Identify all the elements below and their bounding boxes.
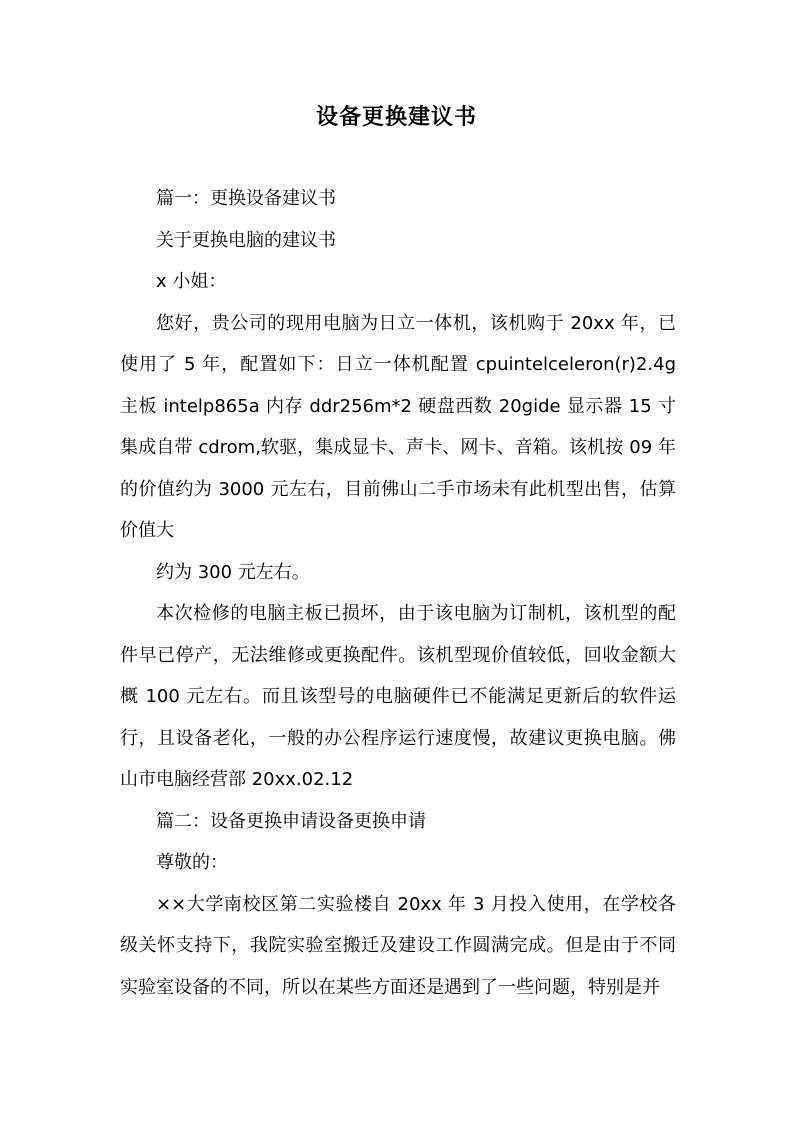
paragraph-section-heading-2: 篇二：设备更换申请设备更换申请 [156, 810, 426, 832]
paragraph-body-1: 您好，贵公司的现用电脑为日立一体机，该机购于 20xx 年，已使用了 5 年，配置如下：日立一体机配置 cpuintelceleron(r)2.4g 主板 intelp865a 内存 ddr256m*2 硬盘西数 20gide 显示器 15 寸集成自带 cdrom,软驱，集成显卡、声卡、网卡、音箱。该机按 09 年的价值约为 3000 元左右，目前佛山二手市场未有此机型出售，估算价值大 [120, 312, 676, 541]
paragraph-salutation-2: 尊敬的： [156, 852, 228, 873]
document-title: 设备更换建议书 [315, 105, 477, 130]
paragraph-body-2: 约为 300 元左右。 [156, 561, 310, 583]
paragraph-subject: 关于更换电脑的建议书 [156, 229, 336, 251]
document-body [120, 178, 676, 1008]
paragraph-section-heading-1: 篇一：更换设备建议书 [156, 188, 336, 209]
paragraph-body-4: ××大学南校区第二实验楼自 20xx 年 3 月投入使用，在学校各级关怀支持下，我院实验室搬迁及建设工作圆满完成。但是由于不同实验室设备的不同，所以在某些方面还是遇到了一些问题，特别是并 [120, 893, 676, 998]
paragraph-body-3: 本次检修的电脑主板已损坏，由于该电脑为订制机，该机型的配件早已停产，无法维修或更换配件。该机型现价值较低，回收金额大概 100 元左右。而且该型号的电脑硬件已不能满足更新后的软件运行，且设备老化，一般的办公程序运行速度慢，故建议更换电脑。佛山市电脑经营部 20xx.02.12 [120, 603, 676, 790]
paragraph-salutation: x 小姐： [156, 271, 227, 292]
